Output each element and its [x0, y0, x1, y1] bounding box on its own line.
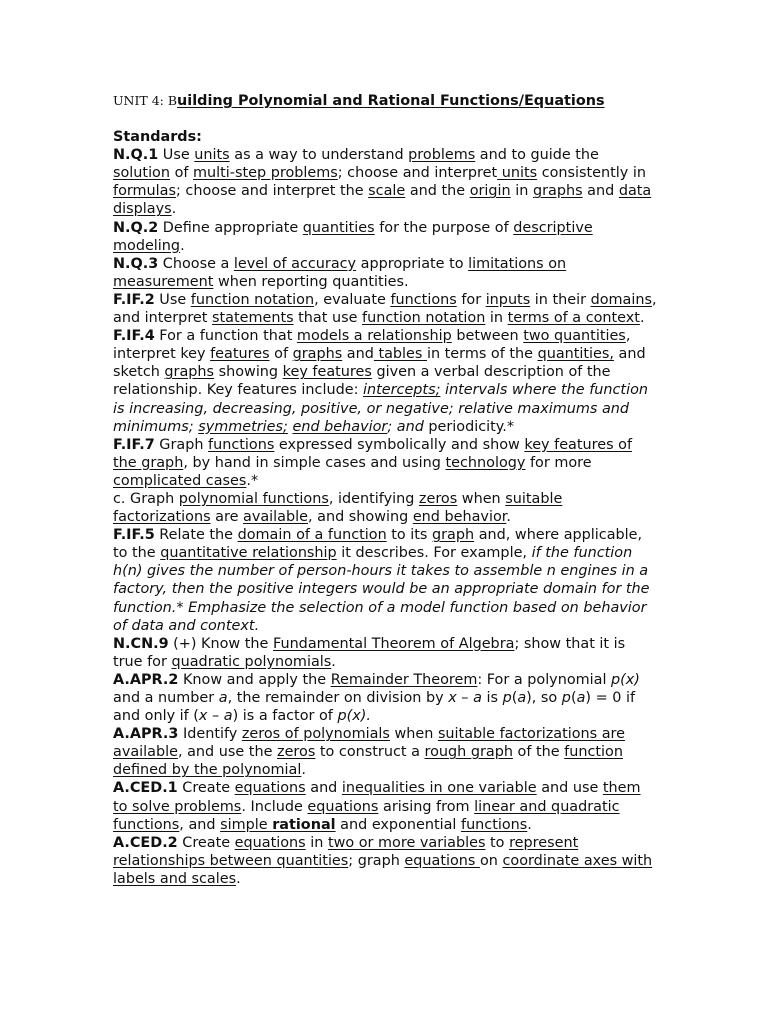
standard-text: equations — [307, 798, 379, 815]
standard-code: F.IF.5 — [113, 527, 155, 544]
standard-text: data displays — [113, 183, 652, 218]
standard-text: , and use the — [177, 744, 278, 761]
standard-text: and exponential — [335, 816, 461, 833]
standard-text: on — [480, 852, 503, 869]
standard-text: in their — [530, 291, 591, 308]
standard-text: end behavior — [412, 509, 507, 526]
standard-text: for the purpose of — [374, 219, 514, 236]
standard-text: , and interpret — [113, 291, 657, 327]
standard-text: Use — [154, 291, 191, 308]
standard-text: level of accuracy — [233, 255, 357, 272]
standard-text: and — [342, 346, 374, 363]
standard-f-if-7 — [113, 436, 658, 490]
standard-text: Remainder Theorem — [330, 671, 478, 688]
standard-a-apr-3 — [113, 725, 658, 779]
standard-text: and use — [536, 780, 603, 797]
standard-text: . — [331, 653, 336, 670]
standard-text: function notation — [190, 291, 315, 308]
spacer — [113, 110, 658, 128]
standard-text: of — [269, 346, 293, 363]
standard-text: Know and apply the — [178, 671, 331, 688]
standard-text: c. Graph — [113, 490, 179, 507]
standard-text: models a relationship — [296, 328, 452, 345]
standard-text: expressed symbolically and show — [274, 436, 525, 453]
standard-text: function defined by the polynomial — [113, 744, 623, 779]
standard-text: linear and quadratic functions — [113, 798, 620, 833]
standard-code: F.IF.2 — [113, 291, 155, 308]
standard-text: for more — [525, 454, 592, 471]
standard-text: polynomial functions — [178, 490, 329, 507]
standard-text: zeros — [277, 744, 316, 761]
standard-text: . Include — [241, 798, 308, 815]
standard-text: a — [218, 690, 228, 706]
standard-text: showing — [214, 364, 283, 381]
standard-text: Fundamental Theorem of Algebra — [272, 635, 515, 652]
standard-text: ; show that it is true for — [113, 635, 626, 670]
standard-text: terms of a context — [507, 310, 640, 327]
standard-a-ced-2 — [113, 834, 658, 888]
standard-text: equations — [234, 780, 306, 797]
standard-text: to construct a — [315, 744, 425, 761]
standard-text: units — [497, 165, 538, 182]
standard-text: Use — [158, 147, 195, 164]
standard-text: (+) Know the — [168, 635, 273, 652]
standard-text: complicated cases — [113, 472, 247, 489]
standard-text: when reporting quantities. — [213, 273, 409, 290]
standard-a-ced-1 — [113, 779, 658, 833]
standard-text: and a number — [113, 690, 219, 706]
standard-code: A.APR.2 — [113, 671, 179, 688]
standard-text: coordinate axes with labels and scales — [113, 852, 653, 887]
standard-code: A.CED.2 — [113, 834, 178, 851]
standard-text: appropriate to — [356, 255, 469, 272]
standard-text: ), so — [526, 690, 562, 706]
standard-text: technology — [445, 454, 526, 471]
standard-text: given a verbal description of the relationship. Key features include: — [113, 364, 611, 399]
standard-a-apr-2 — [113, 671, 658, 725]
standard-text: is — [481, 690, 503, 706]
standard-text: Define appropriate — [158, 219, 303, 236]
standard-f-if-2 — [113, 291, 658, 327]
standard-text: rough graph — [424, 744, 513, 761]
standard-text: p — [502, 690, 512, 706]
standard-code: A.APR.3 — [113, 726, 179, 743]
standard-text: limitations on measurement — [113, 255, 567, 290]
standard-text: Create — [177, 834, 235, 851]
standard-n-q-2 — [113, 219, 658, 255]
standard-text: zeros of polynomials — [241, 726, 390, 743]
standard-text: symmetries; — [198, 418, 288, 435]
standard-text: that use — [293, 310, 363, 327]
standard-text: end behavior — [292, 418, 388, 435]
standard-text: zeros — [418, 490, 458, 507]
standard-text: Graph — [154, 436, 209, 453]
standard-text: Relate the — [154, 527, 238, 544]
standard-text: ; choose and interpret — [337, 165, 498, 182]
standard-text: graph — [432, 527, 475, 544]
standard-text: . — [236, 870, 241, 887]
standard-text: as a way to understand — [229, 147, 409, 164]
standard-text: , identifying — [328, 490, 419, 507]
standard-text: ( — [570, 690, 577, 706]
standard-text: periodicity.* — [423, 418, 515, 435]
standard-code: N.Q.3 — [113, 255, 159, 272]
standard-text: formulas — [113, 183, 176, 200]
standard-text: . — [639, 310, 645, 327]
standard-text: Identify — [178, 726, 242, 743]
standard-text: ; graph — [348, 852, 405, 869]
standard-text: two or more variables — [327, 834, 486, 851]
standard-text: . — [527, 816, 532, 833]
standard-text: represent relationships between quantities — [113, 834, 579, 869]
standard-text: . — [506, 509, 511, 526]
standard-text: and sketch — [113, 346, 646, 381]
standard-text: p(x). — [337, 708, 371, 725]
standard-text: in — [510, 183, 533, 200]
standard-text: inequalities in one variable — [341, 780, 537, 797]
standard-text: equations — [404, 852, 480, 869]
standard-text: p — [561, 690, 571, 706]
unit-title-rest: uilding Polynomial and Rational Functions/Equations — [177, 93, 605, 109]
standard-text: and, where applicable, to the — [113, 527, 643, 562]
standard-text: and — [305, 780, 342, 797]
standard-text: quantities, — [537, 346, 614, 363]
standards-heading: Standards: — [113, 129, 202, 146]
standard-text: functions — [461, 816, 528, 833]
standard-text: of the — [512, 744, 565, 761]
standard-text: graphs — [292, 346, 343, 363]
standard-text: when — [389, 726, 438, 743]
standard-text: problems — [408, 147, 476, 164]
standard-text: them to solve problems — [113, 780, 641, 815]
standard-text: simple — [220, 816, 273, 833]
standard-text: , evaluate — [314, 291, 391, 308]
standard-text: , by hand in simple cases and using — [183, 454, 446, 471]
standard-text: x – a — [198, 708, 233, 725]
standard-text: and the — [405, 183, 470, 200]
standard-n-q-1 — [113, 146, 658, 218]
standard-text: a — [517, 690, 527, 706]
standard-text: equations — [234, 834, 306, 851]
standard-code: A.CED.1 — [113, 780, 178, 797]
standard-code: F.IF.4 — [113, 328, 155, 345]
standard-text: Choose a — [158, 255, 234, 272]
standard-text: ; and — [387, 418, 424, 435]
standard-text: x – a — [448, 690, 482, 706]
standard-code: N.Q.2 — [113, 219, 159, 236]
standard-text: ) = 0 if and only if ( — [113, 690, 636, 725]
standard-text: domains — [590, 291, 652, 308]
standard-text: ( — [511, 690, 518, 706]
standard-text: : For a polynomial — [477, 671, 612, 688]
standard-text: Create — [177, 780, 235, 797]
standard-text: solution — [113, 165, 170, 182]
standard-text: tables — [373, 346, 427, 363]
standard-text: quantities — [302, 219, 375, 236]
standard-text: . — [171, 201, 177, 218]
standard-text: functions — [390, 291, 457, 308]
standard-text: two quantities — [523, 328, 626, 345]
standard-text: functions — [208, 436, 275, 453]
standard-n-q-3 — [113, 255, 658, 291]
standard-f-if-7c — [113, 490, 658, 526]
standard-text: ; choose and interpret the — [176, 183, 369, 200]
unit-title-lead: UNIT 4: B — [113, 93, 178, 108]
standard-text: statements — [212, 310, 294, 327]
standard-text: in — [485, 310, 508, 327]
unit-title — [113, 92, 658, 110]
standard-text: inputs — [485, 291, 531, 308]
standard-text: multi-step problems — [193, 165, 338, 182]
standard-text: features — [210, 346, 270, 363]
standard-text: . — [301, 762, 306, 779]
standards-list — [113, 146, 658, 888]
standard-text: graphs — [532, 183, 583, 200]
standard-text: origin — [469, 183, 511, 200]
standard-text: key features — [282, 364, 372, 381]
standard-code: N.CN.9 — [113, 635, 169, 652]
standard-text: to — [485, 834, 510, 851]
standard-text: to its — [386, 527, 432, 544]
standard-text: it describes. For example, — [336, 545, 532, 562]
standard-text: suitable factorizations — [113, 490, 563, 526]
standard-text: descriptive modeling — [113, 219, 593, 254]
standard-text: , and showing — [307, 509, 413, 526]
standard-text: quadratic polynomials — [171, 653, 332, 670]
standard-text: For a function that — [154, 328, 297, 345]
standard-f-if-4 — [113, 327, 658, 436]
standard-text: intervals where the function is increasing, decreasing, positive, or negative; relative maximums and minimums; — [113, 382, 648, 435]
standard-text: graphs — [164, 364, 215, 381]
standard-text: units — [194, 147, 230, 164]
standard-text: of — [170, 165, 194, 182]
standard-n-cn-9 — [113, 635, 658, 671]
standard-text: arising from — [378, 798, 475, 815]
standard-text: function notation — [362, 310, 486, 327]
standard-code: F.IF.7 — [113, 436, 155, 453]
standard-text: in terms of the — [426, 346, 538, 363]
standard-text: available — [243, 509, 308, 526]
standard-text: , and — [179, 816, 221, 833]
standard-code: N.Q.1 — [113, 147, 159, 164]
standard-text: in — [305, 834, 328, 851]
standard-text: , interpret key — [113, 328, 631, 363]
document-page — [113, 92, 658, 888]
standard-text: for — [456, 291, 486, 308]
standard-text: and — [582, 183, 619, 200]
standard-text: domain of a function — [237, 527, 387, 544]
standard-text: ) is a factor of — [232, 708, 338, 725]
standard-text: a — [576, 690, 586, 706]
standard-text: . — [180, 237, 185, 254]
standard-text: are — [210, 509, 244, 526]
standard-text: if the function h(n) gives the number of person-hours it takes to assemble n engines in a factory, then the positive integers would be an appropriate domain for the function.* Emphasize the selection of a model function based on behavior of data and context. — [113, 545, 650, 634]
standard-text: suitable factorizations are available — [113, 726, 626, 761]
standard-text: and to guide the — [475, 147, 599, 164]
standard-text: p(x) — [611, 671, 640, 688]
standard-text: , the remainder on division by — [227, 690, 449, 706]
standard-text: between — [451, 328, 524, 345]
standard-text: key features of the graph — [113, 436, 633, 471]
standard-text: .* — [246, 472, 259, 489]
standard-f-if-5 — [113, 526, 658, 635]
standard-text: consistently in — [537, 165, 646, 182]
standard-text: intercepts; — [363, 382, 441, 399]
standard-text: rational — [272, 816, 336, 833]
standard-text: scale — [368, 183, 406, 200]
standard-text: when — [457, 490, 506, 507]
standard-text: quantitative relationship — [160, 545, 337, 562]
